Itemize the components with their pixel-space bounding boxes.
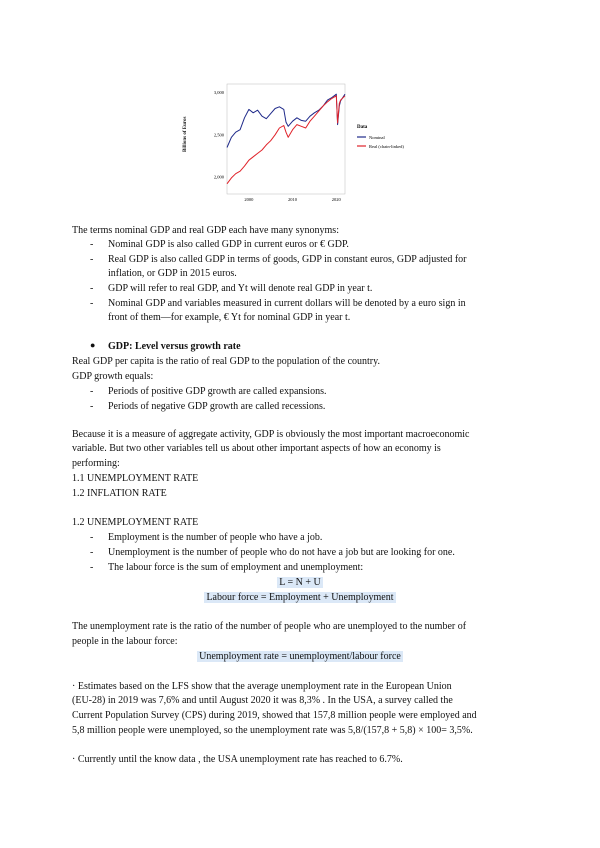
paragraph-line: Because it is a measure of aggregate activity, GDP is obviously the most important macroeconomic bbox=[72, 429, 470, 440]
paragraph-line: performing: bbox=[72, 458, 120, 469]
list-item: Unemployment is the number of people who do not have a job but are looking for one. bbox=[108, 547, 455, 558]
equation-line bbox=[60, 650, 540, 663]
y-axis-title: Billions of Euros bbox=[183, 116, 188, 152]
equation-line bbox=[60, 576, 540, 589]
dash: - bbox=[90, 401, 94, 412]
section-bullet-heading: GDP: Level versus growth rate bbox=[108, 341, 241, 352]
toc-item: 1.1 UNEMPLOYMENT RATE bbox=[72, 473, 199, 484]
dash: - bbox=[90, 239, 94, 250]
paragraph-line: variable. But two other variables tell us about other important aspects of how an economy is bbox=[72, 443, 441, 454]
list-item-continued: front of them—for example, € Yt for nominal GDP in year t. bbox=[108, 312, 351, 323]
x-tick-label: 2010 bbox=[288, 197, 298, 202]
x-tick-label: 2000 bbox=[244, 197, 254, 202]
paragraph-line: (EU-28) in 2019 was 7,6% and until August 2020 it was 8,3% . In the USA, a survey called the bbox=[72, 695, 453, 706]
synonyms-intro: The terms nominal GDP and real GDP each have many synonyms: bbox=[72, 225, 339, 236]
paragraph-line: 5,8 million people were unemployed, so the unemployment rate was 5,8/(157,8 + 5,8) × 100= 3,5%. bbox=[72, 725, 473, 736]
equation-line bbox=[60, 591, 540, 604]
list-item: Real GDP is also called GDP in terms of goods, GDP in constant euros, GDP adjusted for bbox=[108, 254, 467, 265]
list-item: Periods of negative GDP growth are called recessions. bbox=[108, 401, 326, 412]
paragraph: Real GDP per capita is the ratio of real GDP to the population of the country. bbox=[72, 356, 380, 367]
dash: - bbox=[90, 532, 94, 543]
dash: - bbox=[90, 283, 94, 294]
legend-label-nominal: Nominal bbox=[369, 135, 385, 140]
x-tick-label: 2020 bbox=[331, 197, 341, 202]
series-line-real bbox=[227, 96, 345, 184]
legend-label-real: Real (chain-linked) bbox=[369, 144, 404, 149]
y-tick-label: 2,000 bbox=[213, 174, 224, 180]
dash: - bbox=[90, 254, 94, 265]
plot-area bbox=[214, 84, 345, 202]
list-item: Periods of positive GDP growth are called expansions. bbox=[108, 386, 327, 397]
list-item: Nominal GDP is also called GDP in current euros or € GDP. bbox=[108, 239, 349, 250]
legend-title: Data bbox=[357, 125, 368, 130]
equation-lnu: L = N + U bbox=[279, 577, 321, 588]
list-item-continued: inflation, or GDP in 2015 euros. bbox=[108, 268, 237, 279]
paragraph: · Currently until the know data , the USA unemployment rate has reached to 6.7%. bbox=[72, 754, 403, 765]
y-tick-label: 3,000 bbox=[213, 89, 224, 95]
paragraph: GDP growth equals: bbox=[72, 371, 154, 382]
equation-labour-force: Labour force = Employment + Unemployment bbox=[206, 592, 394, 603]
list-item: GDP will refer to real GDP, and Yt will denote real GDP in year t. bbox=[108, 283, 373, 294]
dash: - bbox=[90, 547, 94, 558]
y-tick-label: 2,500 bbox=[213, 132, 224, 138]
paragraph-line: · Estimates based on the LFS show that the average unemployment rate in the European Union bbox=[72, 681, 452, 692]
dash: - bbox=[90, 562, 94, 573]
section-heading: 1.2 UNEMPLOYMENT RATE bbox=[72, 517, 199, 528]
list-item: Employment is the number of people who have a job. bbox=[108, 532, 323, 543]
gdp-chart bbox=[195, 76, 425, 204]
paragraph-line: Current Population Survey (CPS) during 2019, showed that 157,8 million people were employed and bbox=[72, 710, 477, 721]
dash: - bbox=[90, 386, 94, 397]
paragraph-line: people in the labour force: bbox=[72, 636, 178, 647]
dash: - bbox=[90, 298, 94, 309]
toc-item: 1.2 INFLATION RATE bbox=[72, 488, 167, 499]
list-item: The labour force is the sum of employment and unemployment: bbox=[108, 562, 364, 573]
paragraph-line: The unemployment rate is the ratio of the number of people who are unemployed to the number of bbox=[72, 621, 467, 632]
list-item: Nominal GDP and variables measured in current dollars will be denoted by a euro sign in bbox=[108, 298, 466, 309]
equation-unemployment-rate: Unemployment rate = unemployment/labour force bbox=[199, 651, 401, 662]
bullet-icon: ● bbox=[90, 340, 96, 350]
